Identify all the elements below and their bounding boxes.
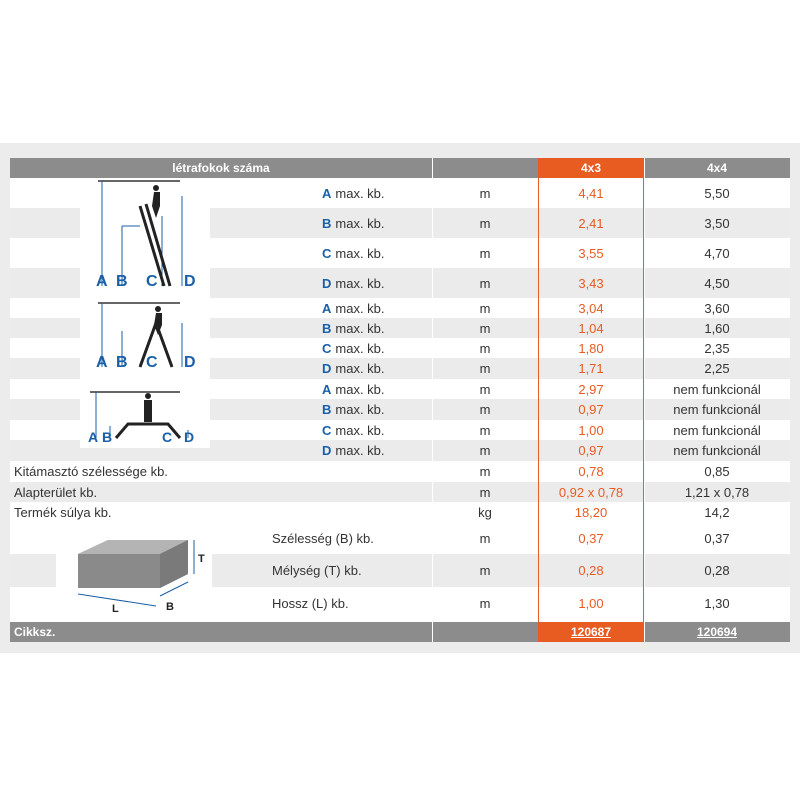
value-4x4: 3,50: [704, 215, 730, 231]
row-label-suffix: max. kb.: [335, 402, 385, 417]
row-unit: m: [479, 443, 491, 458]
row-label-suffix: max. kb.: [335, 185, 385, 201]
value-4x4: 3,60: [704, 300, 730, 316]
value-4x4: nem funkcionál: [673, 443, 761, 458]
row-label: Termék súlya kb.: [14, 504, 112, 520]
value-4x4: 4,70: [704, 245, 730, 261]
dimension-letter: D: [322, 275, 332, 291]
row-label: Mélység (T) kb.: [272, 563, 362, 578]
value-4x4: 14,2: [704, 504, 730, 520]
row-label-suffix: max. kb.: [335, 275, 385, 291]
value-4x4: nem funkcionál: [673, 381, 761, 397]
value-4x3: 0,28: [578, 563, 604, 578]
row-unit: m: [479, 340, 491, 356]
diagram-letter: A: [88, 429, 99, 445]
row-label-suffix: max. kb.: [335, 443, 385, 458]
row-unit: m: [479, 185, 491, 201]
value-4x4: 2,35: [704, 340, 730, 356]
row-label: [322, 238, 432, 268]
row-unit: m: [479, 320, 491, 336]
row-unit: m: [479, 215, 491, 231]
article-number-4x4[interactable]: 120694: [696, 625, 738, 639]
diagram-letter: L: [112, 603, 119, 615]
value-4x4: 4,50: [704, 275, 730, 291]
row-label: Kitámasztó szélessége kb.: [14, 464, 168, 479]
table-row: [10, 482, 790, 502]
row-label: [322, 338, 432, 358]
row-unit: m: [479, 300, 491, 316]
dimension-letter: C: [322, 422, 332, 438]
dimension-letter: D: [322, 443, 332, 458]
row-label-suffix: max. kb.: [335, 245, 385, 261]
dimension-letter: A: [322, 381, 332, 397]
value-4x4: nem funkcionál: [673, 422, 761, 438]
ladder-platform-diagram: [80, 386, 210, 448]
ladder-aframe-diagram: [80, 301, 210, 381]
table-row: [10, 461, 790, 482]
table-footer: [10, 622, 790, 642]
row-unit: m: [479, 464, 491, 479]
column-divider: [644, 158, 645, 642]
ladder-extended-diagram: [80, 178, 210, 298]
value-4x4: nem funkcionál: [673, 402, 761, 417]
table-header: [10, 158, 790, 178]
diagram-letter: A: [96, 354, 108, 371]
value-4x3: 0,97: [578, 402, 604, 417]
row-unit: m: [479, 361, 491, 376]
row-label: [322, 379, 432, 399]
package-box-diagram: [56, 526, 212, 618]
row-label: [322, 318, 432, 338]
value-4x3: 3,55: [578, 245, 604, 261]
row-label: [322, 268, 432, 298]
row-unit: m: [479, 275, 491, 291]
row-unit: m: [479, 595, 491, 611]
row-unit: m: [479, 422, 491, 438]
value-4x4: 0,85: [704, 464, 730, 479]
table-row: [10, 502, 790, 522]
header-col-4x4: 4x4: [706, 161, 728, 175]
value-4x3: 1,00: [578, 595, 604, 611]
value-4x4: 2,25: [704, 361, 730, 376]
diagram-letter: C: [162, 429, 173, 445]
value-4x3: 4,41: [578, 185, 604, 201]
row-label: [322, 298, 432, 318]
diagram-letter: B: [116, 354, 128, 371]
value-4x4: 1,21 x 0,78: [684, 484, 750, 500]
value-4x3: 1,71: [578, 361, 604, 376]
dimension-letter: D: [322, 361, 332, 376]
value-4x3: 18,20: [574, 504, 608, 520]
value-4x4: 1,60: [704, 320, 730, 336]
row-unit: m: [479, 381, 491, 397]
row-label: [322, 399, 432, 420]
row-unit: m: [479, 484, 491, 500]
value-4x3: 0,78: [578, 464, 604, 479]
row-unit: m: [479, 563, 491, 578]
value-4x3: 3,04: [578, 300, 604, 316]
row-label-suffix: max. kb.: [335, 361, 385, 376]
diagram-letter: B: [102, 429, 113, 445]
diagram-letter: B: [116, 273, 128, 290]
dimension-letter: A: [322, 185, 332, 201]
row-unit: m: [479, 530, 491, 546]
diagram-letter: A: [96, 273, 108, 290]
value-4x3: 0,92 x 0,78: [558, 484, 624, 500]
dimension-letter: B: [322, 320, 332, 336]
row-label: Hossz (L) kb.: [272, 595, 349, 611]
dimension-letter: B: [322, 215, 332, 231]
row-label-suffix: max. kb.: [335, 300, 385, 316]
dimension-letter: A: [322, 300, 332, 316]
diagram-letter: D: [184, 273, 196, 290]
value-4x3: 1,04: [578, 320, 604, 336]
value-4x4: 5,50: [704, 185, 730, 201]
row-label: Szélesség (B) kb.: [272, 530, 374, 546]
value-4x3: 0,37: [578, 530, 604, 546]
dimension-letter: C: [322, 245, 332, 261]
header-title: létrafokok száma: [172, 161, 270, 175]
row-unit: m: [479, 245, 491, 261]
row-label: [322, 178, 432, 208]
value-4x4: 0,37: [704, 530, 730, 546]
value-4x3: 2,41: [578, 215, 604, 231]
row-label: [322, 420, 432, 440]
row-unit: kg: [478, 504, 492, 520]
article-number-4x3[interactable]: 120687: [538, 622, 644, 642]
footer-label: Cikksz.: [14, 625, 56, 639]
row-label-suffix: max. kb.: [335, 340, 385, 356]
row-label-suffix: max. kb.: [335, 381, 385, 397]
row-label-suffix: max. kb.: [335, 215, 385, 231]
row-label: Alapterület kb.: [14, 484, 98, 500]
diagram-letter: D: [184, 354, 196, 371]
dimension-letter: C: [322, 340, 332, 356]
value-4x4: 0,28: [704, 563, 730, 578]
diagram-letter: D: [184, 429, 195, 445]
row-label: [322, 440, 432, 461]
column-divider: [432, 158, 433, 642]
value-4x4: 1,30: [704, 595, 730, 611]
spec-table: [10, 158, 790, 642]
value-4x3: 2,97: [578, 381, 604, 397]
diagram-letter: C: [146, 354, 158, 371]
value-4x3: 1,80: [578, 340, 604, 356]
row-label-suffix: max. kb.: [335, 422, 385, 438]
value-4x3: 1,00: [578, 422, 604, 438]
diagram-letter: B: [166, 601, 174, 613]
value-4x3: 3,43: [578, 275, 604, 291]
row-label: [322, 208, 432, 238]
row-unit: m: [479, 402, 491, 417]
dimension-letter: B: [322, 402, 332, 417]
diagram-letter: C: [146, 273, 158, 290]
row-label: [322, 358, 432, 379]
row-label-suffix: max. kb.: [335, 320, 385, 336]
value-4x3: 0,97: [578, 443, 604, 458]
diagram-letter: T: [198, 553, 205, 565]
header-col-4x3: 4x3: [538, 158, 644, 178]
